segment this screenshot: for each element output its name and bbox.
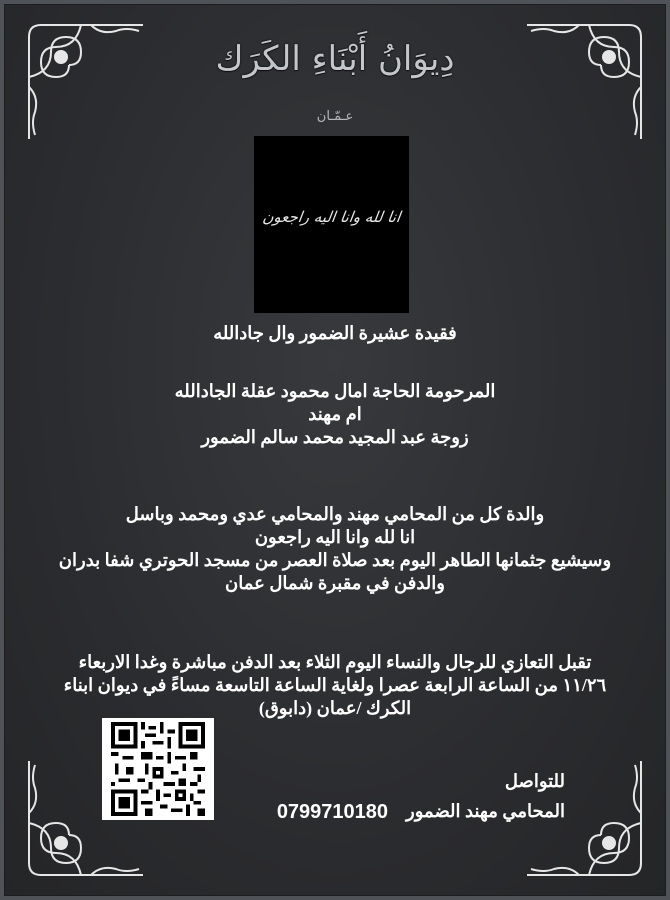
corner-ornament — [519, 17, 649, 147]
contact-title: للتواصل — [504, 771, 565, 791]
obituary-card — [4, 4, 666, 896]
qr-code[interactable] — [102, 718, 214, 820]
condolence-line: تقبل التعازي للرجال والنساء اليوم الثلاء بعد الدفن مباشرة وغدا الاربعاء — [78, 652, 592, 672]
details-block — [19, 503, 651, 595]
qr-code-icon — [106, 722, 210, 816]
corner-ornament — [21, 17, 151, 147]
deceased-line: المرحومة الحاجة امال محمود عقلة الجادالله — [174, 381, 496, 401]
city-label: عـمّـان — [316, 109, 354, 124]
diwan-logo: دِيوَانُ أَبْنَاءِ الكَرَك — [215, 39, 455, 79]
details-line: انا لله وانا اليه راجعون — [254, 527, 416, 547]
details-line: والدة كل من المحامي مهند والمحامي عدي ومحمد وباسل — [125, 504, 545, 524]
details-line: والدفن في مقبرة شمال عمان — [225, 573, 445, 593]
obituary-heading: فقيدة عشيرة الضمور وال جادالله — [213, 323, 457, 343]
calligraphy-text: انا لله وانا اليه راجعون — [261, 208, 402, 226]
details-line: وسيشيع جثمانها الطاهر اليوم بعد صلاة العصر من مسجد الحوتري شفا بدران — [58, 550, 612, 570]
deceased-line: زوجة عبد المجيد محمد سالم الضمور — [201, 427, 469, 447]
contact-row — [245, 801, 565, 824]
calligraphy-image — [254, 136, 409, 313]
contact-phone[interactable]: 0799710180 — [276, 801, 389, 823]
condolence-line: ١١/٢٦ من الساعة الرابعة عصرا ولغاية الساعة التاسعة مساءً في ديوان ابناء — [63, 675, 607, 695]
condolence-line: الكرك /عمان (دابوق) — [258, 698, 412, 718]
condolence-block — [19, 651, 651, 720]
deceased-block — [19, 380, 651, 449]
deceased-line: ام مهند — [308, 404, 362, 424]
contact-name: المحامي مهند الضمور — [406, 801, 565, 821]
